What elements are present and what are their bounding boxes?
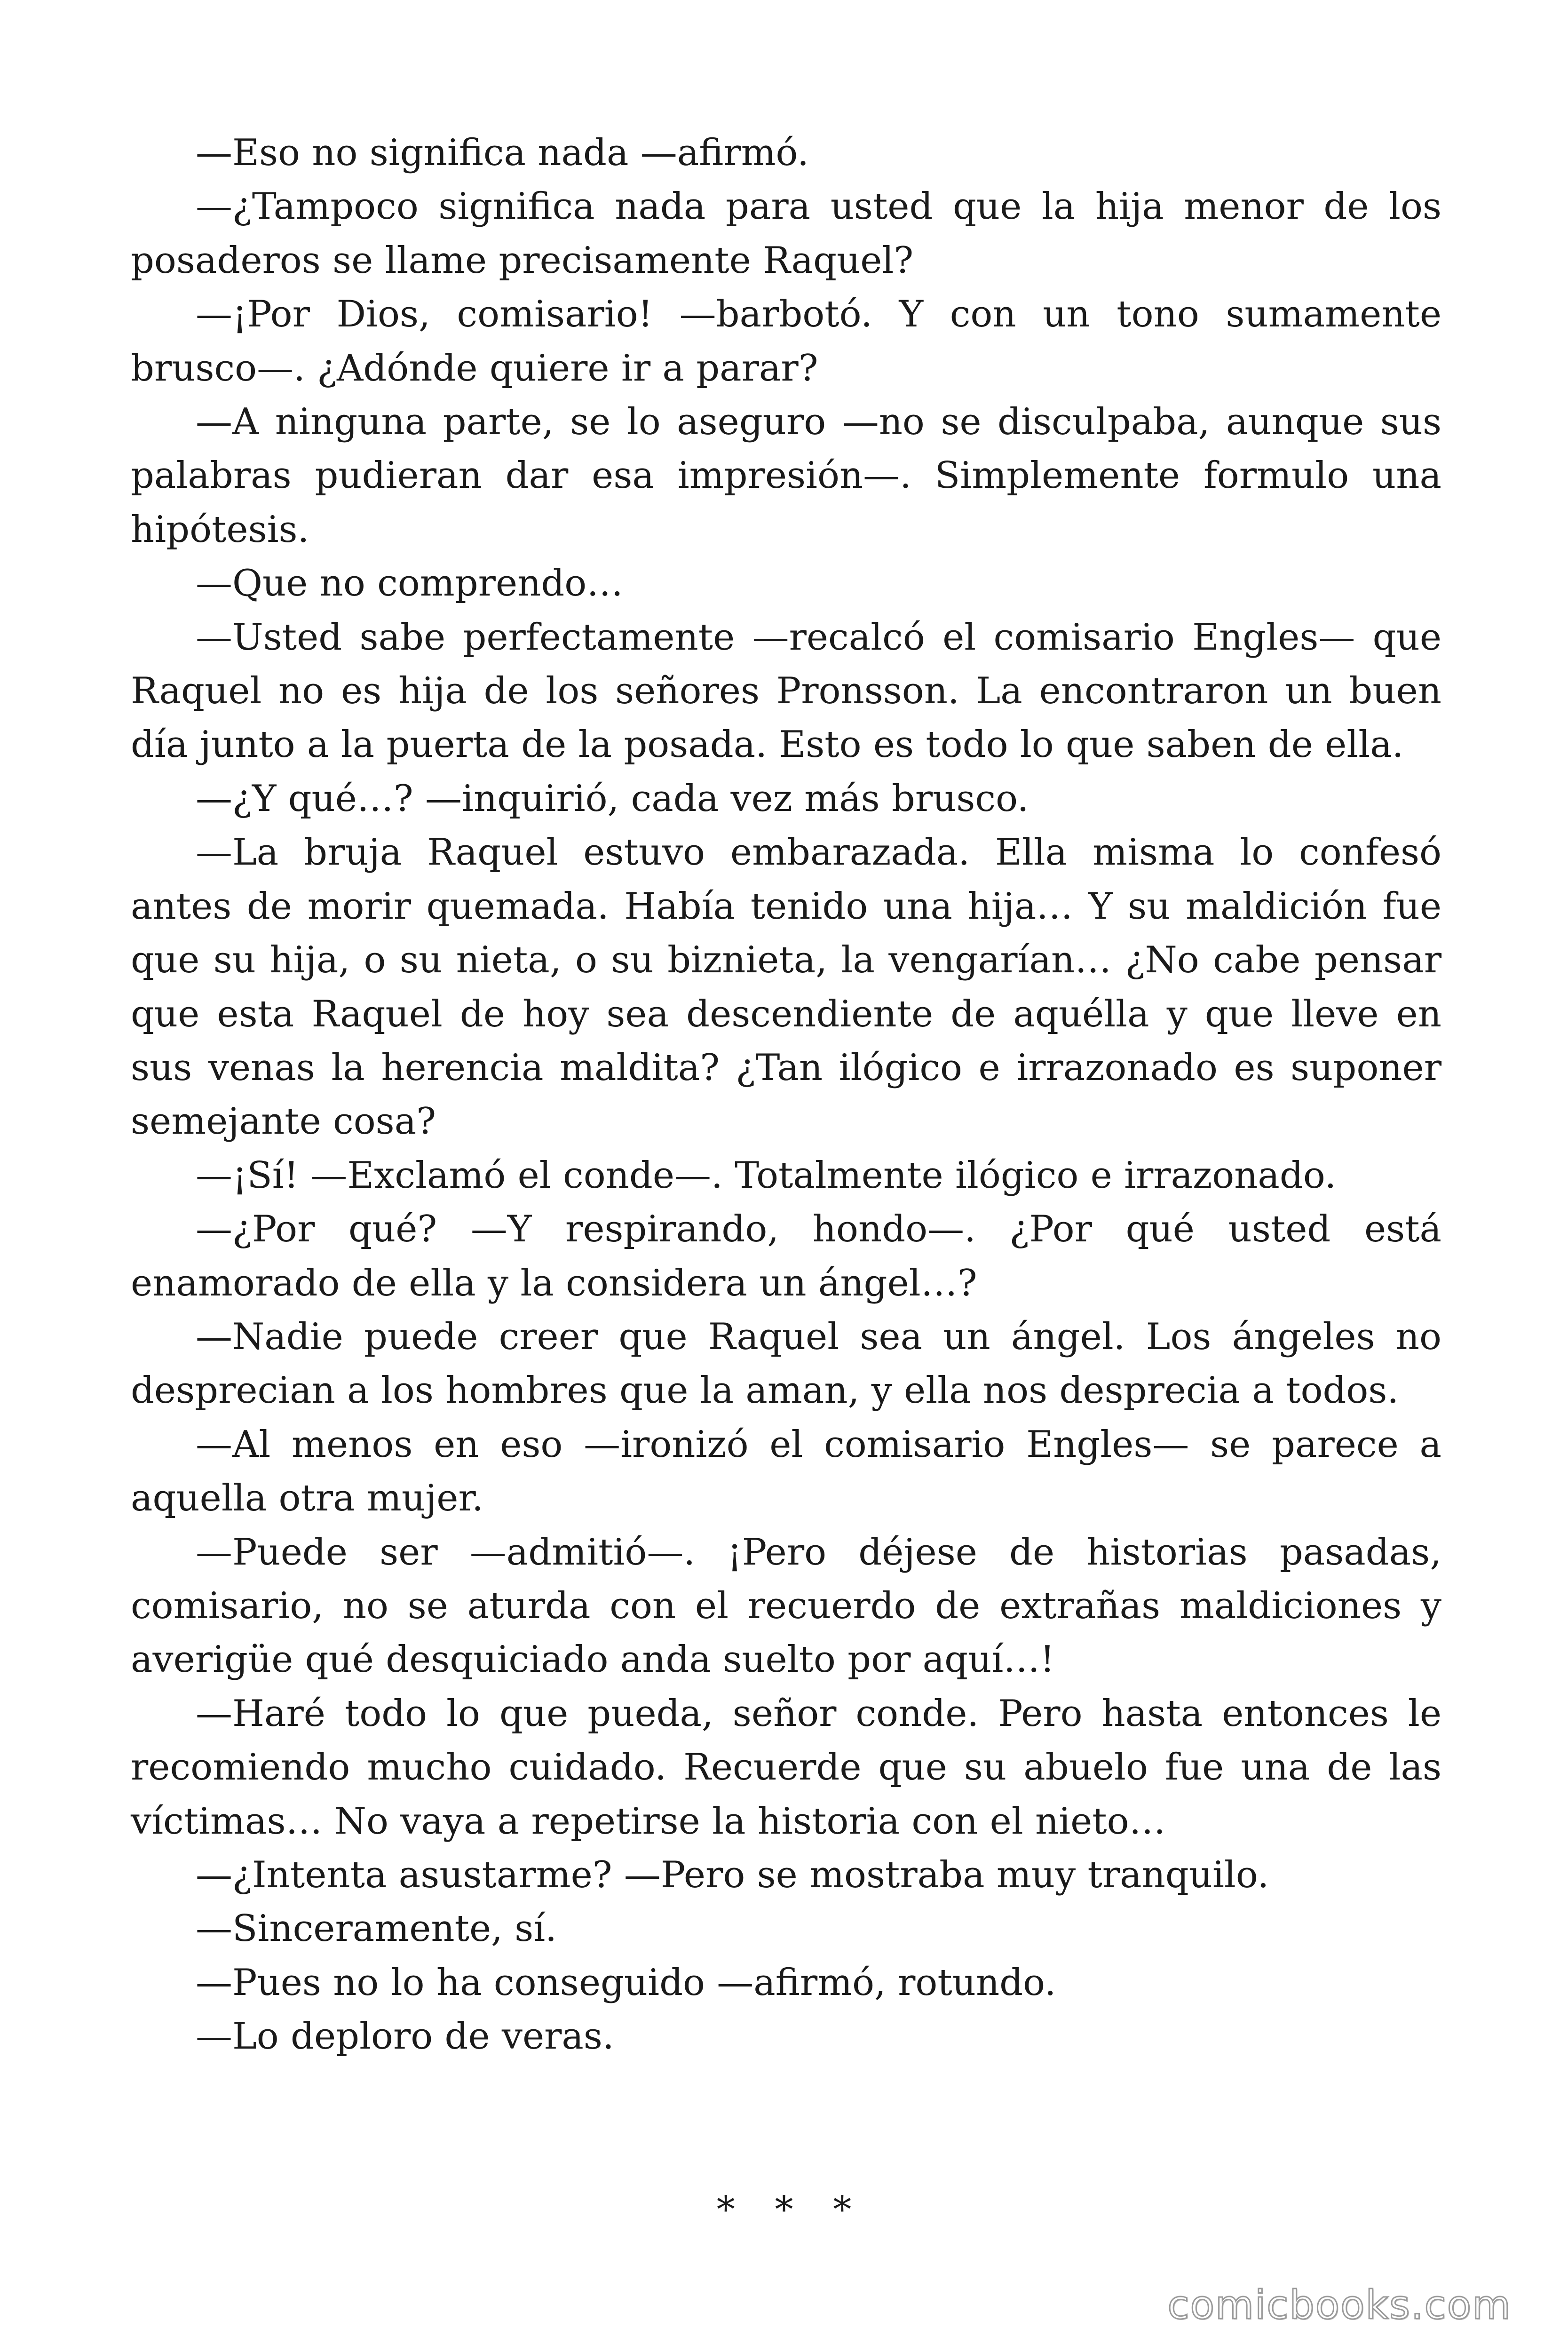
paragraph: —Puede ser —admitió—. ¡Pero déjese de historias pasadas, comisario, no se aturda con el recuerdo de extrañas maldiciones y averigüe qué desquiciado anda suelto por aquí…!: [131, 1531, 1441, 1681]
paragraph: —¿Y qué…? —inquirió, cada vez más brusco.: [196, 777, 1029, 820]
paragraph: —A ninguna parte, se lo aseguro —no se disculpaba, aunque sus palabras pudieran dar esa impresión—. Simplemente formulo una hipótesis.: [131, 401, 1441, 551]
paragraph: —Lo deploro de veras.: [196, 2015, 614, 2058]
paragraph: —La bruja Raquel estuvo embarazada. Ella misma lo confesó antes de morir quemada. Había tenido una hija… Y su maldición fue que su hija, o su nieta, o su biznieta, la vengarían… ¿No cabe pensar que esta Raquel de hoy sea descendiente de aquélla y que lleve en sus venas la herencia maldita? ¿Tan ilógico e irrazonado es suponer semejante cosa?: [131, 831, 1441, 1143]
paragraph: —Haré todo lo que pueda, señor conde. Pero hasta entonces le recomiendo mucho cuidado. Recuerde que su abuelo fue una de las víctimas… No vaya a repetirse la historia con el nieto…: [131, 1692, 1441, 1843]
section-separator: * * *: [716, 2189, 866, 2231]
paragraph: —Que no comprendo…: [196, 562, 624, 605]
paragraph: —Nadie puede creer que Raquel sea un ángel. Los ángeles no desprecian a los hombres que la aman, y ella nos desprecia a todos.: [131, 1315, 1441, 1412]
paragraph: —¿Tampoco significa nada para usted que la hija menor de los posaderos se llame precisamente Raquel?: [131, 185, 1441, 282]
watermark-logo: comicbooks.com: [1167, 2282, 1512, 2328]
paragraph: —Sinceramente, sí.: [196, 1907, 557, 1950]
paragraph: —Pues no lo ha conseguido —afirmó, rotundo.: [196, 1961, 1056, 2004]
paragraph: —Al menos en eso —ironizó el comisario Engles— se parece a aquella otra mujer.: [131, 1423, 1441, 1520]
paragraph: —¡Por Dios, comisario! —barbotó. Y con un tono sumamente brusco—. ¿Adónde quiere ir a parar?: [131, 293, 1441, 389]
paragraph: —¡Sí! —Exclamó el conde—. Totalmente ilógico e irrazonado.: [196, 1154, 1337, 1197]
paragraph: —Usted sabe perfectamente —recalcó el comisario Engles— que Raquel no es hija de los señores Pronsson. La encontraron un buen día junto a la puerta de la posada. Esto es todo lo que saben de ella.: [131, 616, 1441, 766]
paragraph: —Eso no significa nada —afirmó.: [196, 132, 809, 174]
book-page-text: [131, 126, 1441, 2064]
paragraph: —¿Por qué? —Y respirando, hondo—. ¿Por qué usted está enamorado de ella y la considera un ángel…?: [131, 1208, 1441, 1304]
paragraph: —¿Intenta asustarme? —Pero se mostraba muy tranquilo.: [196, 1854, 1269, 1896]
